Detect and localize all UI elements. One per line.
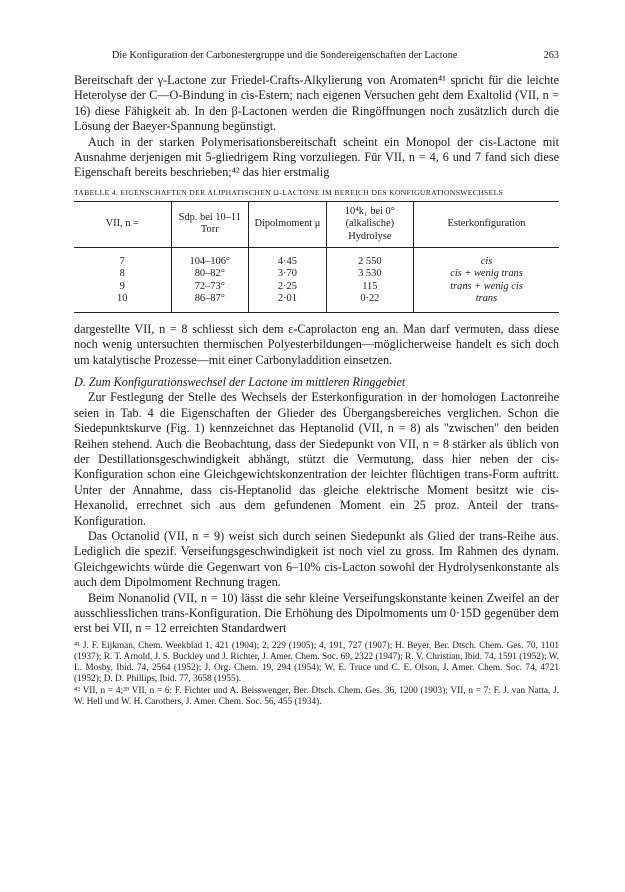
paragraph-polyester: dargestellte VII, n = 8 schliesst sich dem ε-Caprolacton eng an. Man darf vermuten, dass diese noch wenig untersuchten thermischen Polyesterbildungen—möglicherweise handelt es sich doch um katalytische Prozesse—mit einer Carbonyladdition einsetzen.	[74, 321, 559, 367]
cell-config: trans + wenig cis	[413, 281, 559, 293]
header-boiling-point: Sdp. bei 10–11 Torr	[171, 201, 249, 247]
cell-config: cis	[413, 248, 559, 269]
book-page	[74, 50, 559, 708]
cell-n: 9	[119, 280, 125, 292]
cell-rate: 2 550	[326, 248, 413, 269]
cell-bp: 86–87°	[171, 293, 249, 312]
table-row	[74, 293, 559, 312]
paragraph-polymerisation: Auch in der starken Polymerisationsbereitschaft scheint ein Monopol der cis-Lactone mit Ausnahme derjenigen mit 5-gliedrigem Ring vorzuliegen. Für VII, n = 4, 6 und 7 fand sich diese Eigenschaft bereits beschrieben;⁴² das hier erstmalig	[74, 134, 559, 180]
cell-rate: 3 530	[326, 268, 413, 280]
running-head-title: Die Konfiguration der Carbonestergruppe und die Sondereigenschaften der Lactone	[112, 50, 458, 61]
footnotes	[74, 641, 559, 708]
cell-n: 10	[74, 293, 171, 312]
cell-bp: 104–106°	[171, 248, 249, 269]
table-header-row	[74, 201, 559, 247]
cell-dipole: 2·01	[249, 293, 327, 312]
cell-bp: 72–73°	[171, 281, 249, 293]
paragraph-friedel-crafts: Bereitschaft der γ-Lactone zur Friedel-Crafts-Alkylierung von Aromaten⁴¹ spricht für die leichte Heterolyse der C—O-Bindung in cis-Estern; nach eigenen Versuchen geht dem Exaltolid (VII, n = 16) diese Fähigkeit ab. In den β-Lactonen werden die Ringöffnungen noch zusätzlich durch die Lösung der Baeyer-Spannung begünstigt.	[74, 73, 559, 134]
cell-dipole: 2·25	[249, 281, 327, 293]
page-number: 263	[543, 50, 559, 61]
header-hydrolysis-rate: 10⁴k₁ bei 0° (alkalische) Hydrolyse	[326, 201, 413, 247]
cell-dipole: 3·70	[249, 268, 327, 280]
table-row	[74, 268, 559, 280]
table-caption: TABELLE 4. EIGENSCHAFTEN DER ALIPHATISCHEN Ω-LACTONE IM BEREICH DES KONFIGURATIONSWECHSELS	[74, 187, 504, 197]
table-row	[74, 281, 559, 293]
cell-config: trans	[413, 293, 559, 312]
cell-bp: 80–82°	[171, 268, 249, 280]
cell-rate: 0·22	[326, 293, 413, 312]
header-dipole-moment: Dipolmoment μ	[249, 201, 327, 247]
section-heading: D. Zum Konfigurationswechsel der Lactone im mittleren Ringgebiet	[74, 374, 406, 389]
lactone-properties-table	[74, 201, 559, 313]
header-vii-n: VII, n =	[74, 201, 171, 247]
footnote-42: ⁴² VII, n = 4;³⁹ VII, n = 6: F. Fichter und A. Beisswenger, Ber. Dtsch. Chem. Ges. 36, 1200 (1903); VII, n = 7: F. J. van Natta, J. W. Hell und W. H. Carothers, J. Amer. Chem. Soc. 56, 455 (1934).	[74, 685, 559, 707]
cell-n: 8	[119, 268, 125, 280]
cell-n: 7	[119, 256, 125, 268]
table-row	[74, 248, 559, 269]
paragraph-octanolid: Das Octanolid (VII, n = 9) weist sich durch seinen Siedepunkt als Glied der trans-Reihe aus. Lediglich die spezif. Verseifungsgeschwindigkeit ist noch viel zu gross. Im Rahmen des dynam. Gleichgewichts würde die Gegenwart von 6–10% cis-Lacton sowohl der Hydrolysenkonstante als auch dem Dipolmoment Rechnung tragen.	[74, 528, 559, 590]
paragraph-nonanolid: Beim Nonanolid (VII, n = 10) lässt die sehr kleine Verseifungskonstante keinen Zweifel an der ausschliesslichen trans-Konfiguration. Die Erhöhung des Dipolmoments um 0·15D gegenüber dem erst bei VII, n = 12 erreichten Standardwert	[74, 590, 559, 636]
cell-dipole: 4·45	[249, 248, 327, 269]
paragraph-heptanolid: Zur Festlegung der Stelle des Wechsels der Esterkonfiguration in der homologen Lactonreihe seien in Tab. 4 die Eigenschaften der Glieder des Übergangsbereiches verglichen. Schon die Siedepunktskurve (Fig. 1) kennzeichnet das Heptanolid (VII, n = 8) als "zwischen" den beiden Reihen stehend. Auch die Beobachtung, dass der Siedepunkt von VII, n = 8 stärker als üblich von der Destillationsgeschwindigkeit abhängt, stützt die Vermutung, dass hier neben der cis-Konfiguration schon eine Gleichgewichtskonzentration der leichter flüchtigen trans-Form auftritt. Unter der Annahme, dass cis-Heptanolid das gleiche elektrische Moment besitzt wie cis-Hexanolid, errechnet sich aus dem gefundenen Moment ein 25 proz. Anteil der trans-Konfiguration.	[74, 390, 559, 528]
cell-rate: 115	[326, 281, 413, 293]
header-ester-configuration: Esterkonfiguration	[413, 201, 559, 247]
footnote-41: ⁴¹ J. F. Eijkman, Chem. Weekblad 1, 421 (1904); 2, 229 (1905); 4, 191, 727 (1907); H. Beyer, Ber. Dtsch. Chem. Ges. 70, 1101 (1937); R. T. Arnold, J. S. Buckley und J. Richter, J. Amer. Chem. Soc. 69, 2322 (1947); R. V. Christian, Ibid. 74, 1591 (1952); W. L. Mosby, Ibid. 74, 2564 (1952); J. Org. Chem. 19, 294 (1954); W. E. Truce und C. E. Olson, J. Amer. Chem. Soc. 74, 4721 (1952); D. D. Phillips, Ibid. 77, 3658 (1955).	[74, 640, 559, 685]
running-head	[112, 50, 559, 61]
cell-config: cis + wenig trans	[413, 268, 559, 280]
